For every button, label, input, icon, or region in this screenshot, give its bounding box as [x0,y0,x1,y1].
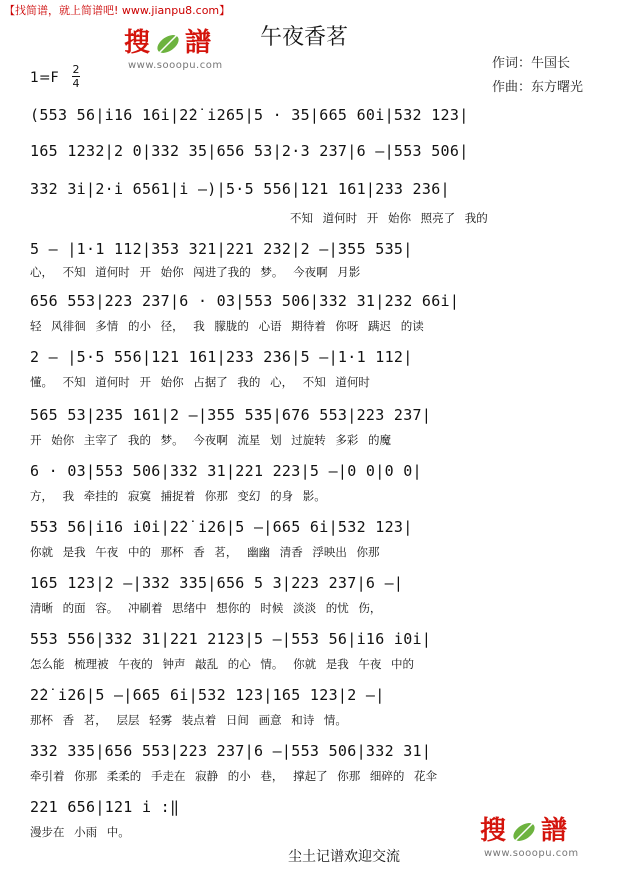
leaf-icon [153,29,183,59]
logo-url: www.sooopu.com [128,60,223,71]
lyric-line-5: 轻 风徘徊 多情 的小 径， 我 朦胧的 心语 期待着 你呀 蹒迟 的读 [30,319,424,333]
score-line-12: 2̇2̇ i26|5 –|665 6i|532 123|165 123|2 –| [30,686,385,704]
lyric-line-3: 不知 道何时 开 始你 照亮了 我的 [290,211,488,225]
score-line-2: 165 1232|2 0|332 35|656 53|2·3 237|6 –|553 506| [30,142,469,160]
lyric-line-11: 怎么能 梳理被 午夜的 钟声 敲乱 的心 情。 你就 是我 午夜 中的 [30,657,415,671]
score-line-8: 6 · 03|553 506|332 31|221 223|5 –|0 0|0 0| [30,462,422,480]
score-line-3: 332 3i|2·i 6561|i –)|5·5 556|121 161|233 236| [30,180,450,198]
key-signature: 1=F [30,70,59,86]
logo-text-right: 譜 [185,28,213,58]
lyric-line-14: 漫步在 小雨 中。 [30,825,130,839]
lyric-line-7: 开 始你 主宰了 我的 梦。 今夜啊 流星 划 过旋转 多彩 的魔 [30,433,392,447]
logo [124,22,212,59]
footer-note: 尘土记谱欢迎交流 [288,849,400,865]
time-top: 2 [72,63,80,76]
lyric-line-9: 你就 是我 午夜 中的 那杯 香 茗， 幽幽 清香 浮映出 你那 [30,545,380,559]
logo-text-left: 搜 [124,28,152,58]
score-line-14: 221 656|121 i :‖ [30,798,180,816]
footer-logo [480,810,568,847]
lyricist: 作词：牛国长 [492,56,571,71]
lyric-line-12: 那杯 香 茗， 层层 轻雾 装点着 日间 画意 和诗 情。 [30,713,347,727]
score-line-10: 165 123|2 –|332 335|656 5 3|223 237|6 –| [30,574,404,592]
score-line-4: 5 – |1·1 112|353 321|221 232|2 –|355 535| [30,240,413,258]
footer-logo-text-right: 譜 [541,816,569,846]
score-line-6: 2 – |5·5 556|121 161|233 236|5 –|1·1 112| [30,348,413,366]
score-line-1: (553 56|i16 16i|2̇2̇ i265|5 · 35|665 60i|532 123| [30,106,469,124]
time-signature [72,64,80,89]
footer-logo-text-left: 搜 [480,816,508,846]
composer: 作曲：东方曙光 [492,80,584,95]
footer-leaf-icon [509,817,539,847]
site-banner: 【找简谱，就上简谱吧! www.jianpu8.com】 [4,4,231,17]
lyric-line-4: 心， 不知 道何时 开 始你 闯进了我的 梦。 今夜啊 月影 [30,265,361,279]
score-line-7: 565 53|235 161|2 –|355 535|676 553|223 237| [30,406,432,424]
lyric-line-10: 清晰 的面 容。 冲刷着 思绪中 想你的 时候 淡淡 的忧 伤， [30,601,382,615]
song-title: 午夜香茗 [260,25,349,50]
lyric-line-8: 方， 我 牵挂的 寂寞 捕捉着 你那 变幻 的身 影。 [30,489,326,503]
footer-logo-url: www.sooopu.com [484,848,579,859]
time-bottom: 4 [72,77,80,90]
lyric-line-13: 牵引着 你那 柔柔的 手走在 寂静 的小 巷， 撑起了 你那 细碎的 花伞 [30,769,438,783]
score-line-11: 553 556|332 31|221 2123|5 –|553 56|i16 i0i| [30,630,432,648]
score-line-9: 553 56|i16 i0i|2̇2̇ i26|5 –|665 6i|532 123| [30,518,413,536]
score-line-5: 656 553|223 237|6 · 03|553 506|332 31|232 66i| [30,292,460,310]
score-line-13: 332 335|656 553|223 237|6 –|553 506|332 31| [30,742,432,760]
lyric-line-6: 懂。 不知 道何时 开 始你 占据了 我的 心， 不知 道何时 [30,375,370,389]
